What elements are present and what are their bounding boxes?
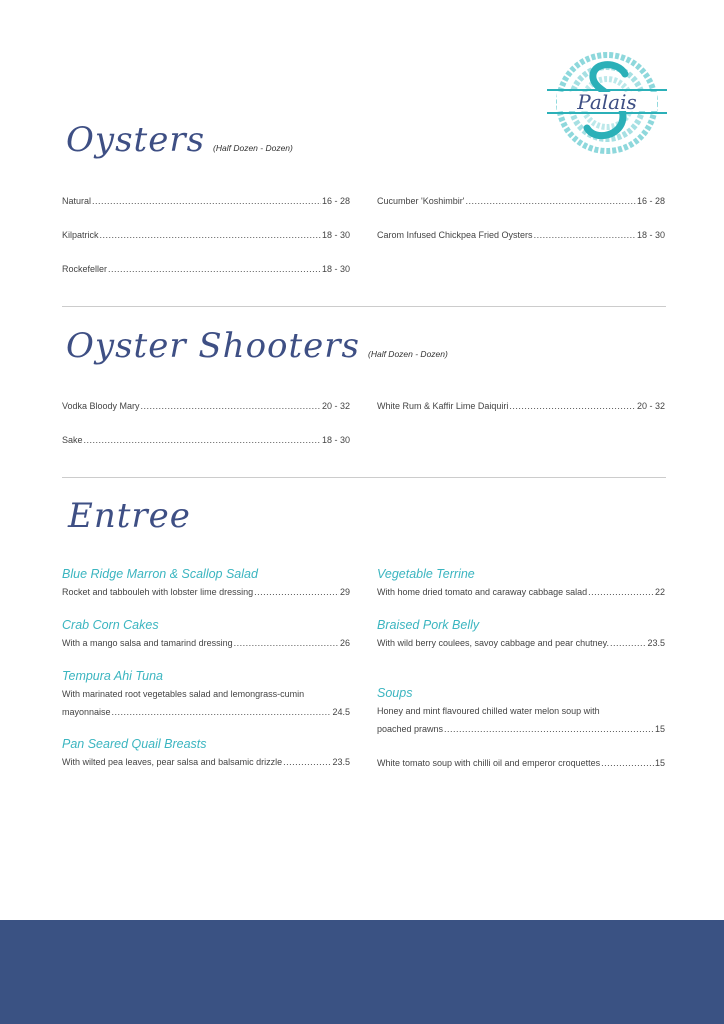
menu-item: Carom Infused Chickpea Fried Oysters ..... 18 - 30 [377,230,665,240]
dish-name: Crab Corn Cakes [62,618,159,632]
dish-name: Tempura Ahi Tuna [62,669,163,683]
dish-name: Braised Pork Belly [377,618,480,632]
dish-name: Vegetable Terrine [377,567,475,581]
divider [62,477,666,478]
dish-name: Pan Seared Quail Breasts [62,737,207,751]
menu-item: Rockefeller ..... 18 - 30 [62,264,350,274]
divider [62,306,666,307]
menu-item: Vodka Bloody Mary ..... 20 - 32 [62,401,350,411]
shooters-heading: Oyster Shooters (Half Dozen - Dozen) [66,326,448,366]
dish-desc: With a mango salsa and tamarind dressing ..... 26 [62,638,350,648]
dish-name: Blue Ridge Marron & Scallop Salad [62,567,258,581]
menu-item: White Rum & Kaffir Lime Daiquiri ..... 20 - 32 [377,401,665,411]
dish-desc: With home dried tomato and caraway cabbage salad ..... 22 [377,587,665,597]
dish-desc: White tomato soup with chilli oil and emperor croquettes ..... 15 [377,758,665,768]
oysters-heading: Oysters (Half Dozen - Dozen) [66,120,293,160]
dish-desc: With wild berry coulees, savoy cabbage and pear chutney. ..... 23.5 [377,638,665,648]
menu-item: Cucumber 'Koshimbir' ..... 16 - 28 [377,196,665,206]
svg-text:Palais: Palais [577,90,637,114]
dish-name: Soups [377,686,413,700]
dish-desc: mayonnaise ..... 24.5 [62,707,350,717]
menu-item: Kilpatrick ..... 18 - 30 [62,230,350,240]
menu-item: Natural ..... 16 - 28 [62,196,350,206]
dish-desc: With marinated root vegetables salad and lemongrass-cumin [62,689,305,699]
dish-desc: Rocket and tabbouleh with lobster lime dressing ..... 29 [62,587,350,597]
dish-desc: poached prawns ..... 15 [377,724,665,734]
dish-desc: With wilted pea leaves, pear salsa and balsamic drizzle ..... 23.5 [62,757,350,767]
footer-band [0,920,724,1024]
entree-heading: Entree [68,496,191,536]
palais-logo [547,52,667,156]
menu-item: Sake ..... 18 - 30 [62,435,350,445]
dish-desc: Honey and mint flavoured chilled water melon soup with [377,706,600,716]
